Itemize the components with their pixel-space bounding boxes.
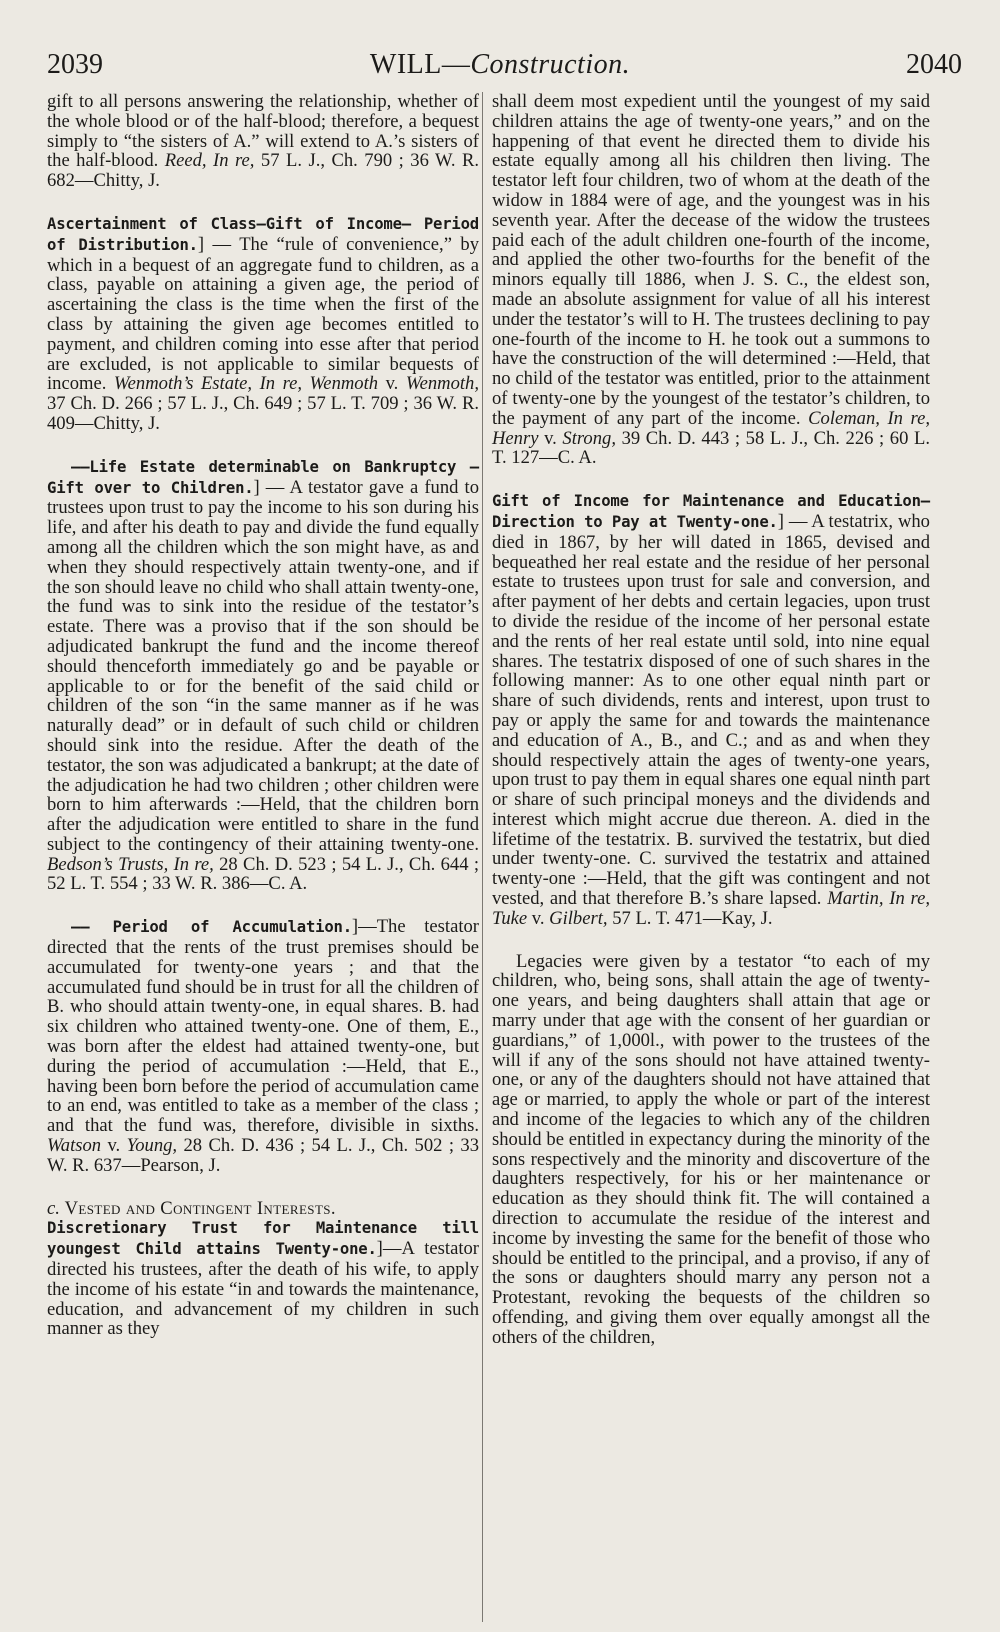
entry-discretionary-trust-continued [492,92,930,468]
citation: 28 Ch. D. 523 ; 54 L. J., Ch. 644 ; 52 L. T. 554 ; 33 W. R. 386—C. A. [47,853,479,895]
case-versus: v. [101,1135,127,1157]
entry-text: ] — A testatrix, who died in 1867, by her will dated in 1865, devised and bequeathed her real estate and the residue of her personal estate to trustees upon trust for sale and conversion, and after payment of her debts and certain legacies, upon trust to divide the residue of the income of her personal estate and the rents of her real estate until sold, into nine equal shares. The testatrix disposed of one of such shares in the following manner: As to one other equal ninth part or share of such dividends, rents and interest, upon trust to pay or apply the same for and towards the maintenance and education of A., B., and C.; and as and when they should respectively attain the ages of twenty-one years, upon trust to pay them in equal shares one equal ninth part or share of such principal moneys and the dividends and interest which might accrue due thereon. A. died in the lifetime of the testatrix. B. survived the testatrix, but died under twenty-one. C. survived the testatrix and attained twenty-one :—Held, that the gift was contingent and not vested, and that therefore B.’s share lapsed. [492,510,930,910]
case-name: Bedson’s Trusts, In re, [47,853,214,875]
entry-legacies [492,952,930,1348]
entry-text: ]—A testator directed his trustees, after the death of his wife, to apply the income of his estate “in and towards the maintenance, education, and advancement of my children in such manner as they [47,1238,479,1340]
case-name: Wenmoth’s Estate, In re, Wenmoth [113,373,379,395]
right-column [492,92,930,1348]
case-name-2: Gilbert, [549,907,608,929]
column-divider [482,92,483,1622]
citation: 39 Ch. D. 443 ; 58 L. J., Ch. 226 ; 60 L. T. 127—C. A. [492,427,931,469]
entry-heading: Ascertainment of Class—Gift of Income— Period of Distribution. [47,214,479,254]
entry-half-blood [47,92,479,191]
entry-ascertainment-of-class [47,214,479,434]
case-name-2: Young, [126,1135,178,1157]
running-title-italic: Construction. [470,49,631,80]
case-name-2: Wenmoth, [405,373,479,395]
case-name: Coleman, In re, Henry [492,407,930,449]
entry-heading: ——Life Estate determinable on Bankruptcy —Gift over to Children. [47,457,479,497]
case-name-2: Strong, [562,427,616,449]
entry-heading: Discretionary Trust for Maintenance till youngest Child attains Twenty-one. [47,1219,479,1259]
entry-text: Legacies were given by a testator “to each of my children, who, being sons, shall attain the age of twenty-one years, and being daughters shall attain that age or marry under that age with the consent of her guardian or guardians,” of 1,000l., with power to the trustees of the will if any of the sons should not have attained twenty-one, or any of the daughters should not have attained that age or married, to apply the whole or part of the interest and income of the legacies to which any of the children should be entitled in expectancy during the minority of the sons respectively and the minority and discoverture of the daughters respectively, for his or her maintenance or education as they should think fit. The will contained a direction to accumulate the residue of the interest and income by investing the same for the benefit of those who should be entitled to the principal, and a proviso, if any of the sons or daughters should marry any person not a Protestant, revoking the bequests of the children so offending, and giving them over equally amongst all the others of the children, [492,950,930,1348]
section-title: Vested and Contingent Interests. [64,1197,336,1219]
citation: 28 Ch. D. 436 ; 54 L. J., Ch. 502 ; 33 W. R. 637—Pearson, J. [47,1135,479,1176]
running-title [0,48,1000,82]
case-versus: v. [527,907,550,929]
case-name: Reed, In re, [164,150,255,172]
entry-heading: —— Period of Accumulation. [71,918,352,937]
entry-gift-of-income [492,491,930,929]
case-name: Watson [47,1135,102,1157]
entry-heading: Gift of Income for Maintenance and Education—Direction to Pay at Twenty-one. [492,492,930,531]
page-number-left: 2039 [47,49,103,80]
section-letter: c. [47,1197,60,1219]
entry-text: ] — The “rule of convenience,” by which in a bequest of an aggregate fund to children, as a class, payable on attaining a given age, the period of ascertaining the class is the time when the first of the class by attaining the given age becomes entitled to payment, and children coming into esse after that period are excluded, is not applicable to similar bequests of income. [47,233,479,395]
running-title-main: WILL— [369,49,471,80]
section-heading [47,1199,479,1219]
page-number-right: 2040 [906,49,962,80]
entry-text: shall deem most expedient until the youngest of my said children attains the age of twenty-one years,” and on the happening of that event he directed them to divide his estate equally among all his children then living. The testator left four children, two of whom at the death of the widow in 1884 were of age, and the youngest was in his seventh year. After the decease of the widow the trustees paid each of the adult children one-fourth of the income, and applied the other two-fourths for the benefit of the minors equally till 1886, when J. S. C., the eldest son, made an absolute assignment for value of all his interest under the testator’s will to H. The trustees declining to pay one-fourth of the income to H. he took out a summons to have the construction of the will determined :—Held, that no child of the testator was entitled, prior to the attainment of twenty-one by the youngest of the testator’s children, to the payment of any part of the income. [492,91,930,429]
citation: 37 Ch. D. 266 ; 57 L. J., Ch. 649 ; 57 L. T. 709 ; 36 W. R. 409—Chitty, J. [47,393,479,434]
entry-period-of-accumulation [47,917,479,1175]
entry-life-estate-bankruptcy [47,457,479,895]
entry-text: ] — A testator gave a fund to trustees upon trust to pay the income to his son during his life, and after his death to pay and divide the fund equally among all the children which the son might have, as and when they should respectively attain twenty-one, and if the son should leave no child who shall attain twenty-one, the fund was to sink into the residue of the testator’s estate. There was a proviso that if the son should be adjudicated bankrupt the fund and the income thereof should thenceforth immediately go and be payable or applicable to or for the benefit of the said child or children of the son “in the same manner as if he was naturally dead” or in default of such child or children should sink into the residue. After the death of the testator, the son was adjudicated a bankrupt; at the date of the adjudication he had two children ; other children were born to him afterwards :—Held, that the children born after the adjudication were entitled to share in the fund subject to the contingency of their attaining twenty-one. [47,476,479,855]
case-versus: v. [538,427,563,449]
case-versus: v. [378,373,406,395]
entry-discretionary-trust [47,1218,479,1339]
citation: 57 L. T. 471—Kay, J. [607,907,773,929]
left-column [47,92,479,1339]
entry-text: gift to all persons answering the relationship, whether of the whole blood or of the half-blood; therefore, a bequest simply to “the sisters of A.” will extend to A.’s sisters of the half-blood. [47,91,479,172]
citation: 57 L. J., Ch. 790 ; 36 W. R. 682—Chitty, J. [47,150,480,192]
case-name: Martin, In re, Tuke [492,888,930,929]
entry-text: ]—The testator directed that the rents of the trust premises should be accumulated for twenty-one years ; and that the accumulated fund should be in trust for all the children of B. who should attain twenty-one, in equal shares. B. had six children who attained twenty-one. One of them, E., was born after the eldest had attained twenty-one, but during the period of accumulation :—Held, that E., having been born before the period of accumulation came to an end, was entitled to take as a member of the class ; and that the fund was, therefore, divisible in sixths. [47,916,479,1137]
